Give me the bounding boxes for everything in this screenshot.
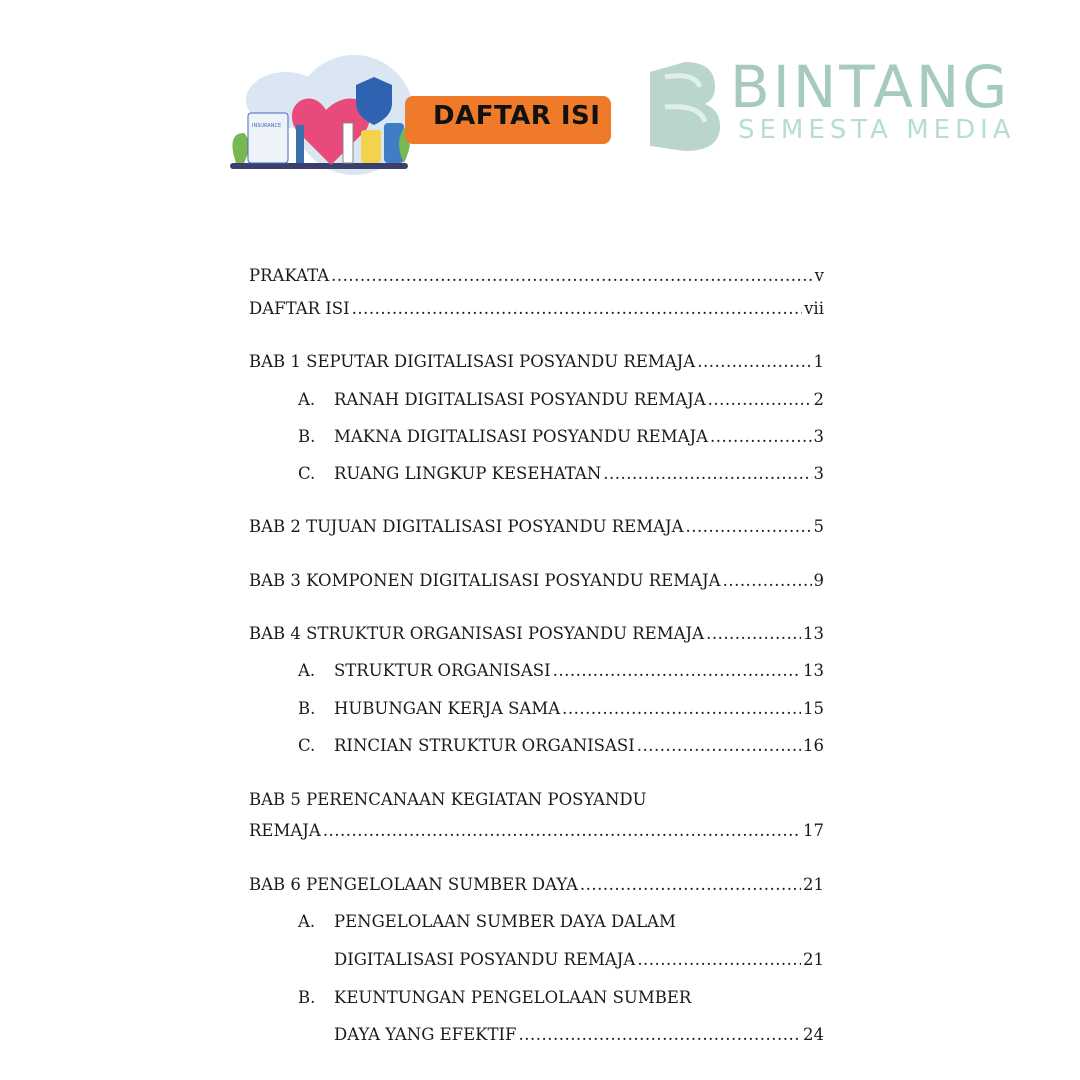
dot-leader	[580, 874, 801, 896]
toc-entry-page: 9	[813, 571, 824, 590]
publisher-watermark-logo	[640, 52, 1040, 152]
toc-entry-letter: B.	[298, 427, 316, 446]
toc-entry-page: 24	[803, 1025, 824, 1044]
toc-entry-label: STRUKTUR ORGANISASI	[334, 661, 551, 680]
toc-entry-label: BAB 6 PENGELOLAAN SUMBER DAYA	[249, 875, 578, 894]
toc-entry-page: 2	[813, 390, 824, 409]
dot-leader	[553, 660, 801, 682]
toc-entry-page: 1	[813, 352, 824, 371]
toc-entry[interactable]	[298, 426, 824, 448]
toc-entry[interactable]	[249, 265, 824, 287]
toc-entry[interactable]	[249, 789, 824, 811]
toc-entry-label: MAKNA DIGITALISASI POSYANDU REMAJA	[334, 427, 709, 446]
toc-entry[interactable]	[249, 570, 824, 592]
toc-entry[interactable]	[249, 874, 824, 896]
dot-leader	[603, 463, 811, 485]
toc-entry-label: HUBUNGAN KERJA SAMA	[334, 699, 561, 718]
toc-entry[interactable]	[298, 660, 824, 682]
toc-entry[interactable]	[298, 463, 824, 485]
toc-entry[interactable]	[249, 820, 824, 842]
toc-entry-letter: A.	[298, 912, 316, 931]
dot-leader	[686, 516, 812, 538]
toc-entry-label: RUANG LINGKUP KESEHATAN	[334, 464, 602, 483]
toc-entry-page: 15	[803, 699, 824, 718]
toc-entry-label: BAB 3 KOMPONEN DIGITALISASI POSYANDU REMAJA	[249, 571, 721, 590]
toc-entry[interactable]	[298, 698, 824, 720]
toc-entry[interactable]	[298, 1024, 824, 1046]
toc-entry-label: BAB 2 TUJUAN DIGITALISASI POSYANDU REMAJA	[249, 517, 684, 536]
toc-entry-label: KEUNTUNGAN PENGELOLAAN SUMBER	[334, 988, 692, 1007]
toc-entry[interactable]	[298, 949, 824, 971]
toc-entry-page: vii	[804, 299, 824, 318]
toc-entry[interactable]	[249, 351, 824, 373]
toc-entry-label: BAB 1 SEPUTAR DIGITALISASI POSYANDU REMAJA	[249, 352, 696, 371]
dot-leader	[697, 351, 811, 373]
toc-entry-page: 21	[803, 875, 824, 894]
toc-entry-page: 13	[803, 661, 824, 680]
toc-entry-page: 13	[803, 624, 824, 643]
toc-entry-label: RANAH DIGITALISASI POSYANDU REMAJA	[334, 390, 706, 409]
dot-leader	[352, 298, 802, 320]
dot-leader	[562, 698, 801, 720]
toc-entry-page: 3	[813, 427, 824, 446]
dot-leader	[708, 389, 812, 411]
toc-entry-page: 21	[803, 950, 824, 969]
toc-entry-page: 5	[813, 517, 824, 536]
toc-entry[interactable]	[298, 911, 824, 933]
watermark-line2: SEMESTA MEDIA	[738, 115, 1016, 145]
toc-entry-label: DAYA YANG EFEKTIF	[334, 1025, 517, 1044]
toc-entry-label: BAB 4 STRUKTUR ORGANISASI POSYANDU REMAJA	[249, 624, 705, 643]
toc-entry-letter: B.	[298, 988, 316, 1007]
toc-entry-letter: C.	[298, 464, 316, 483]
toc-entry-letter: B.	[298, 699, 316, 718]
watermark-line1: BINTANG	[730, 53, 1011, 121]
toc-entry-page: 3	[813, 464, 824, 483]
toc-entry-label: DAFTAR ISI	[249, 299, 350, 318]
toc-entry[interactable]	[298, 987, 824, 1009]
dot-leader	[331, 265, 813, 287]
dot-leader	[706, 623, 801, 645]
dot-leader	[637, 735, 801, 757]
toc-entry-letter: A.	[298, 390, 316, 409]
page-title: DAFTAR ISI	[433, 101, 601, 131]
toc-entry-letter: A.	[298, 661, 316, 680]
toc-entry-label: RINCIAN STRUKTUR ORGANISASI	[334, 736, 635, 755]
dot-leader	[518, 1024, 801, 1046]
insurance-text: INSURANCE	[252, 123, 282, 129]
dot-leader	[710, 426, 811, 448]
toc-entry[interactable]	[249, 623, 824, 645]
toc-entry-label: PRAKATA	[249, 266, 330, 285]
dot-leader	[323, 820, 801, 842]
dot-leader	[723, 570, 812, 592]
toc-entry[interactable]	[298, 389, 824, 411]
toc-entry-label: DIGITALISASI POSYANDU REMAJA	[334, 950, 636, 969]
toc-entry[interactable]	[249, 516, 824, 538]
toc-entry-page: 16	[803, 736, 824, 755]
toc-entry-letter: C.	[298, 736, 316, 755]
toc-entry[interactable]	[249, 298, 824, 320]
toc-entry[interactable]	[298, 735, 824, 757]
toc-entry-page: v	[814, 266, 824, 285]
toc-entry-label: BAB 5 PERENCANAAN KEGIATAN POSYANDU	[249, 790, 647, 809]
toc-entry-label: REMAJA	[249, 821, 321, 840]
toc-entry-page: 17	[803, 821, 824, 840]
dot-leader	[637, 949, 801, 971]
toc-entry-label: PENGELOLAAN SUMBER DAYA DALAM	[334, 912, 676, 931]
